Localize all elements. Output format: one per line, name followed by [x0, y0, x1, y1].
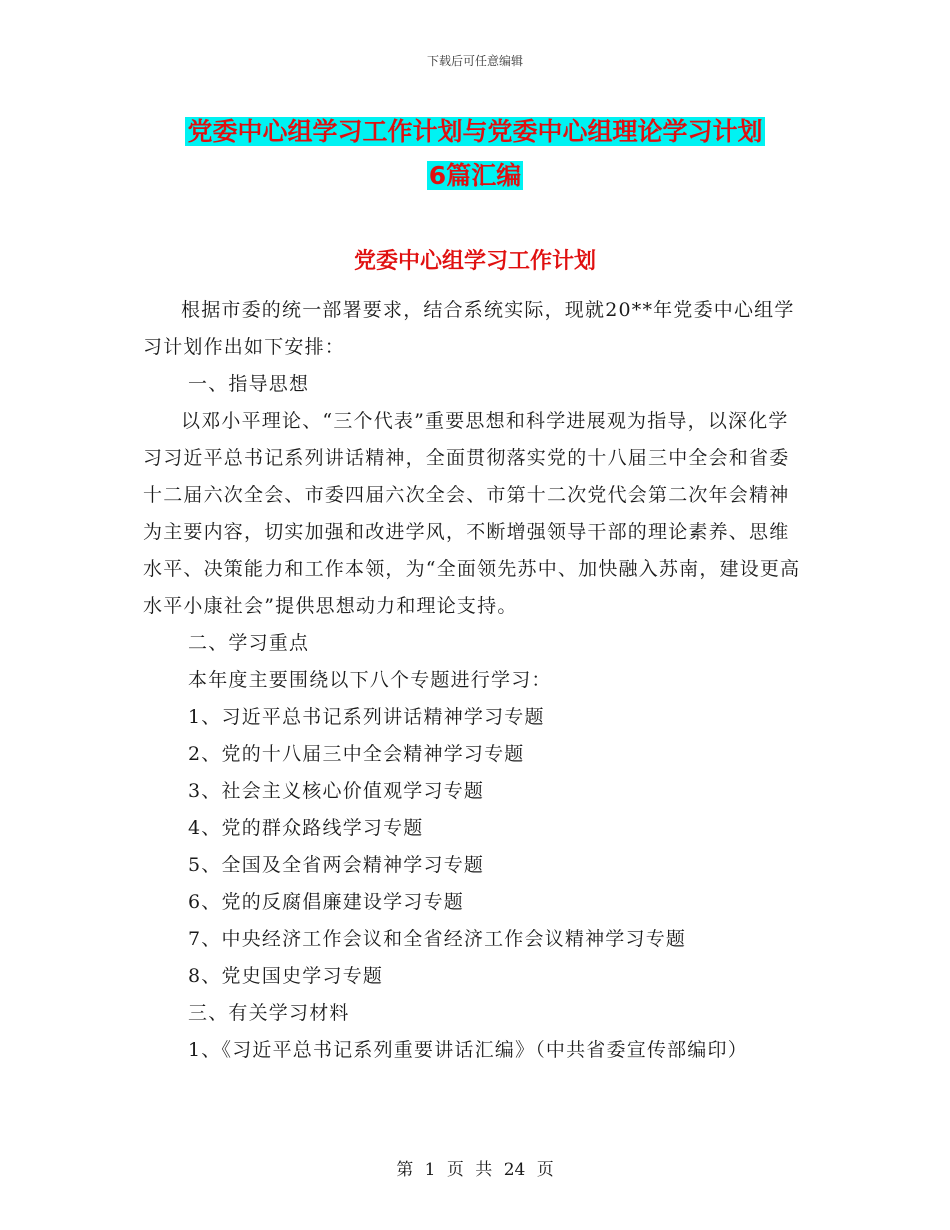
heading-guiding-thought: 一、指导思想: [188, 373, 310, 395]
document-title: [0, 110, 950, 198]
topic-item: 7、中央经济工作会议和全省经济工作会议精神学习专题: [188, 928, 687, 950]
section-title: 党委中心组学习工作计划: [353, 249, 596, 274]
intro-paragraph: 根据市委的统一部署要求，结合系统实际，现就20**年党委中心组学习计划作出如下安排：: [143, 299, 795, 358]
topic-item: 6、党的反腐倡廉建设学习专题: [188, 891, 464, 913]
topic-item: 8、党史国史学习专题: [188, 965, 384, 987]
topic-item: 1、习近平总书记系列讲话精神学习专题: [188, 706, 545, 728]
document-body: [143, 292, 808, 1069]
topic-item: 3、社会主义核心价值观学习专题: [188, 780, 485, 802]
topic-item: 4、党的群众路线学习专题: [188, 817, 424, 839]
topic-item: 5、全国及全省两会精神学习专题: [188, 854, 485, 876]
page-number-footer: 第 1 页 共 24 页: [396, 1160, 554, 1180]
heading-study-focus: 二、学习重点: [188, 632, 310, 654]
material-item: 1、《习近平总书记系列重要讲话汇编》（中共省委宣传部编印）: [188, 1039, 748, 1061]
topic-item: 2、党的十八届三中全会精神学习专题: [188, 743, 525, 765]
heading-study-materials: 三、有关学习材料: [188, 1002, 350, 1024]
document-title-line-1: 党委中心组学习工作计划与党委中心组理论学习计划: [187, 117, 763, 146]
header-note: 下载后可任意编辑: [426, 54, 523, 68]
document-title-line-2: 6篇汇编: [428, 161, 522, 190]
guiding-thought-paragraph: 以邓小平理论、“三个代表”重要思想和科学进展观为指导，以深化学习习近平总书记系列讲话精神，全面贯彻落实党的十八届三中全会和省委十二届六次全会、市委四届六次全会、市第十二次党代会第二次年会精神为主要内容，切实加强和改进学风，不断增强领导干部的理论素养、思维水平、决策能力和工作本领，为“全面领先苏中、加快融入苏南，建设更高水平小康社会”提供思想动力和理论支持。: [143, 410, 801, 617]
study-focus-intro: 本年度主要围绕以下八个专题进行学习：: [188, 669, 552, 691]
